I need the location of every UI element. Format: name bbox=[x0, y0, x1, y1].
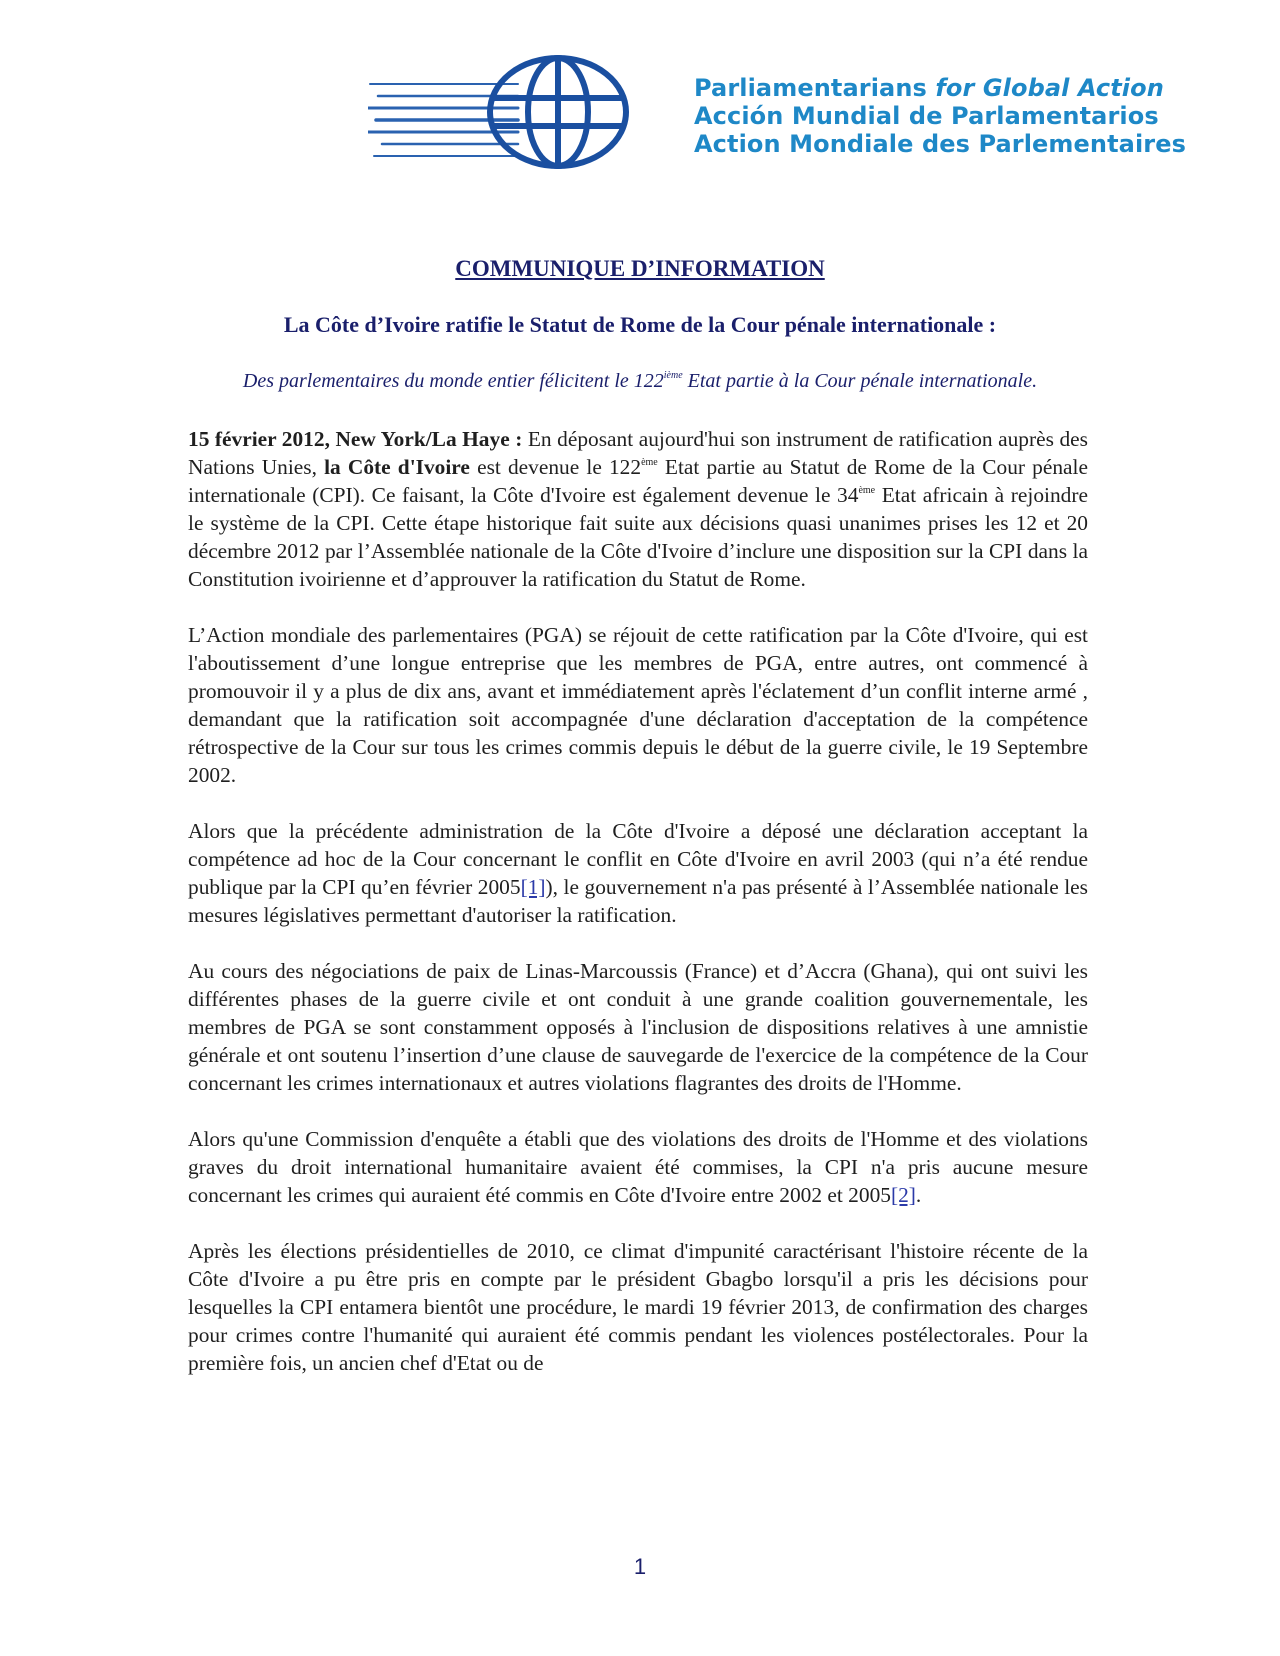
org-name-english bbox=[694, 74, 1186, 102]
document-tagline bbox=[0, 370, 1280, 393]
paragraph-4: Au cours des négociations de paix de Linas-Marcoussis (France) et d’Accra (Ghana), qui ont suivi les différentes phases de la guerre civile et ont conduit à une grande coalition gouvernementale, les membres de PGA se sont constamment opposés à l'inclusion de dispositions relatives à une amnistie générale et ont soutenu l’insertion d’une clause de sauvegarde de l'exercice de la compétence de la Cour concernant les crimes internationaux et autres violations flagrantes des droits de l'Homme. bbox=[188, 959, 1088, 1095]
org-name-spanish: Acción Mundial de Parlamentarios bbox=[694, 102, 1159, 130]
p3-text-1: Alors que la précédente administration de la Côte d'Ivoire a déposé une déclaration acceptant la compétence ad hoc de la Cour concernant le conflit en Côte d'Ivoire en avril 2003 (qui n’a été rendue publique par la CPI qu’en février 2005 bbox=[188, 819, 1088, 899]
p1-text-1: En déposant aujourd'hui son instrument de ratification auprès des Nations Unies, bbox=[188, 427, 1088, 479]
org-name-english-part1: Parliamentarians bbox=[694, 74, 936, 102]
dateline: 15 février 2012, New York/La Haye : bbox=[188, 427, 523, 451]
organization-logo bbox=[368, 54, 1218, 184]
globe-logo-icon bbox=[368, 54, 668, 184]
page-number: 1 bbox=[633, 1554, 647, 1579]
document-body bbox=[188, 425, 1088, 1405]
p5-text-2: . bbox=[915, 1183, 922, 1207]
document-subtitle: La Côte d’Ivoire ratifie le Statut de Rome de la Cour pénale internationale : bbox=[283, 312, 997, 337]
p1-text-3: Etat partie au Statut de Rome de la Cour pénale internationale (CPI). Ce faisant, la Côte d'Ivoire est également devenue le 34 bbox=[188, 455, 1088, 507]
paragraph-6: Après les élections présidentielles de 2010, ce climat d'impunité caractérisant l'histoire récente de la Côte d'Ivoire a pu être pris en compte par le président Gbagbo lorsqu'il a pris les décisions pour lesquelles la CPI entamera bientôt une procédure, le mardi 19 février 2013, de confirmation des charges pour crimes contre l'humanité qui auraient été commis pendant les violences postélectorales. Pour la première fois, un ancien chef d'Etat ou de bbox=[188, 1239, 1088, 1375]
org-name-english-part2: for Global Action bbox=[935, 74, 1164, 102]
document-title: COMMUNIQUE D’INFORMATION bbox=[455, 256, 825, 281]
p1-superscript-1: ème bbox=[641, 457, 658, 468]
paragraph-5 bbox=[188, 1125, 1088, 1209]
tagline-text-2: Etat partie à la Cour pénale internationale. bbox=[682, 370, 1038, 392]
paragraph-2: L’Action mondiale des parlementaires (PGA) se réjouit de cette ratification par la Côte d'Ivoire, qui est l'aboutissement d’une longue entreprise que les membres de PGA, entre autres, ont commencé à promouvoir il y a plus de dix ans, avant et immédiatement après l'éclatement d’un conflit interne armé , demandant que la ratification soit accompagnée d'une déclaration d'acceptation de la compétence rétrospective de la Cour sur tous les crimes commis depuis le début de la guerre civile, le 19 Septembre 2002. bbox=[188, 623, 1088, 787]
organization-names bbox=[694, 74, 1186, 158]
footnote-link-2[interactable]: [2] bbox=[890, 1183, 916, 1207]
org-name-french: Action Mondiale des Parlementaires bbox=[694, 130, 1186, 158]
p5-text-1: Alors qu'une Commission d'enquête a établi que des violations des droits de l'Homme et des violations graves du droit international humanitaire avaient été commises, la CPI n'a pris aucune mesure concernant les crimes qui auraient été commis en Côte d'Ivoire entre 2002 et 2005 bbox=[188, 1127, 1088, 1207]
footnote-link-1[interactable]: [1] bbox=[520, 875, 546, 899]
p3-text-2: ), le gouvernement n'a pas présenté à l’Assemblée nationale les mesures législatives permettant d'autoriser la ratification. bbox=[188, 875, 1088, 927]
p1-text-2: est devenue le 122 bbox=[469, 455, 642, 479]
paragraph-1 bbox=[188, 425, 1088, 593]
p1-text-4: Etat africain à rejoindre le système de la CPI. Cette étape historique fait suite aux décisions quasi unanimes prises les 12 et 20 décembre 2012 par l’Assemblée nationale de la Côte d'Ivoire d’inclure une disposition sur la CPI dans la Constitution ivoirienne et d’approuver la ratification du Statut de Rome. bbox=[188, 483, 1088, 591]
paragraph-3 bbox=[188, 817, 1088, 929]
p1-superscript-2: ème bbox=[858, 485, 876, 496]
tagline-superscript: ième bbox=[663, 370, 683, 381]
tagline-text-1: Des parlementaires du monde entier félicitent le 122 bbox=[242, 370, 664, 392]
p1-country: la Côte d'Ivoire bbox=[324, 455, 470, 479]
